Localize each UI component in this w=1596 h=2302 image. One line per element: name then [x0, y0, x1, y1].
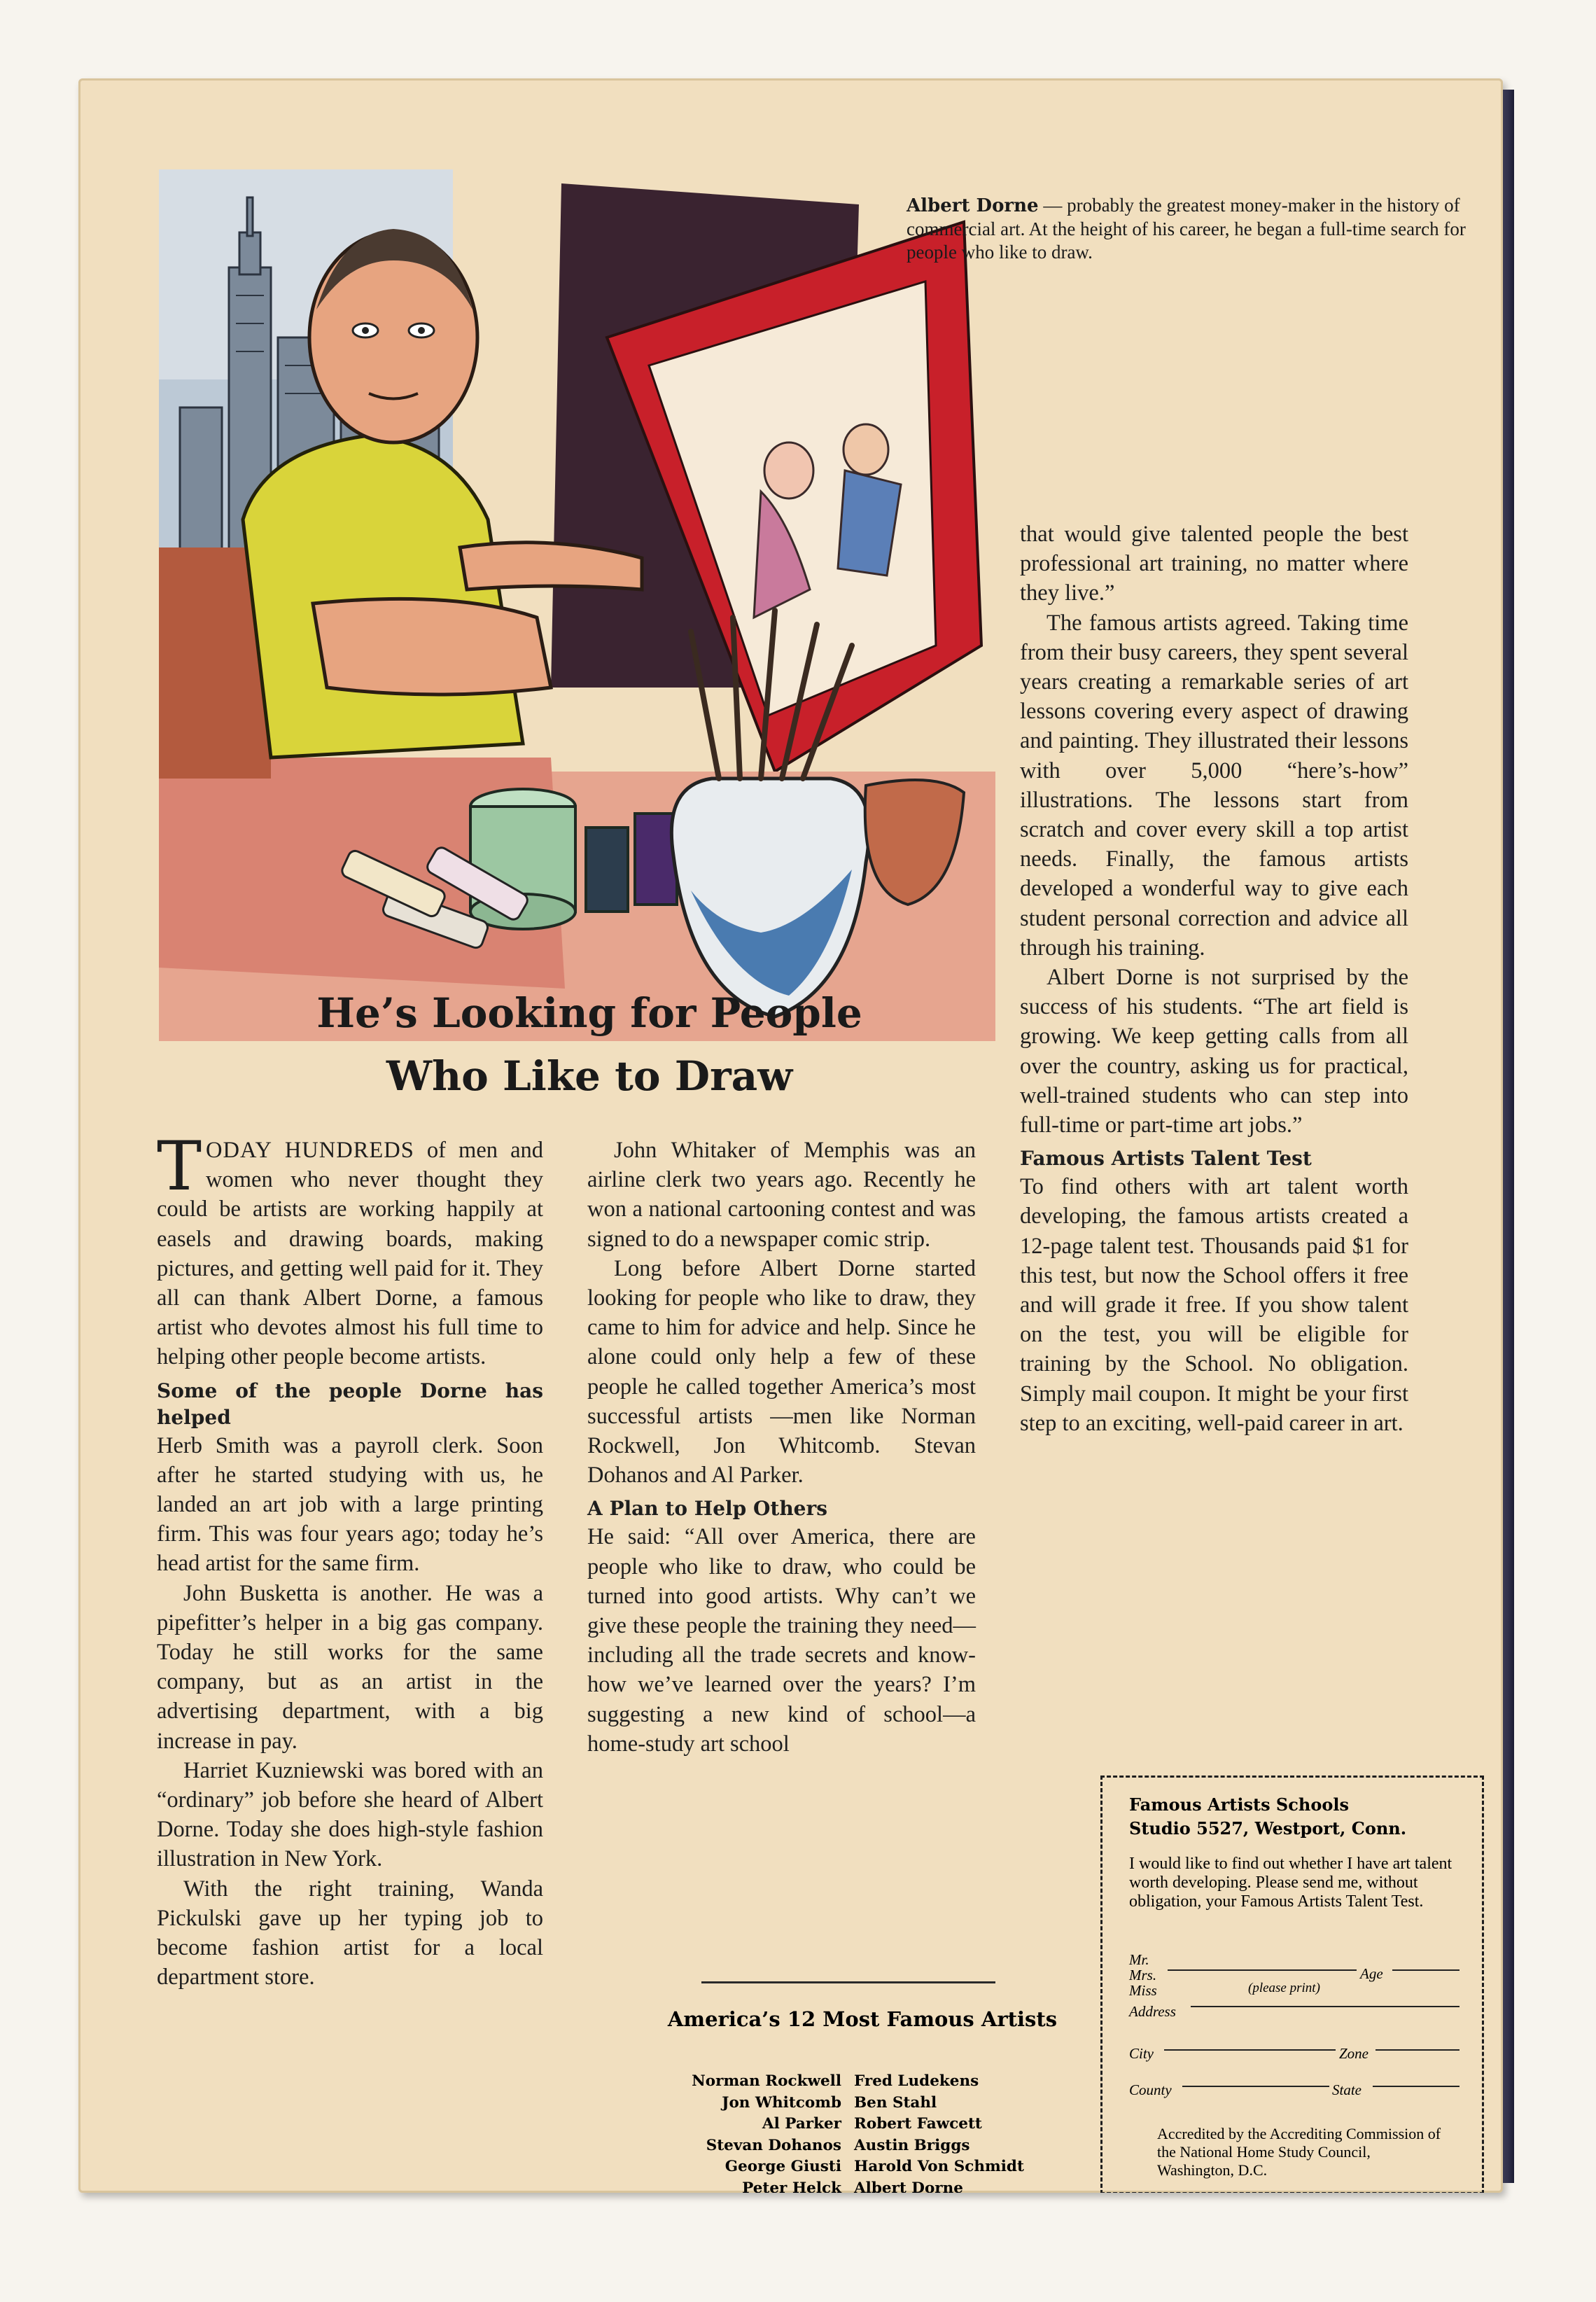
paragraph-long-before: Long before Albert Dorne started looking for people who like to draw, they came to him for advice and help. Since he alone could only help a few of these people he called together America’s most successful artists —men like Norman Rockwell, Jon Whitcomb. Stevan Dohanos and Al Parker.	[587, 1255, 976, 1488]
zone-field[interactable]	[1376, 2049, 1460, 2051]
paragraph-would-give: that would give talented people the best professional art training, no matter where they live.”	[1020, 522, 1408, 606]
label-miss: Miss	[1129, 1982, 1157, 1999]
intro-text: of men and women who never thought they could be artists are working happily at easels and drawing boards, making pictures, and getting well paid for it. They all can thank Albert Dorne, a famous artist who devotes almost his full time to helping other people become artists.	[157, 1138, 544, 1370]
label-please-print: (please print)	[1248, 1981, 1320, 1995]
paragraph-find-others: To find others with art talent worth developing, the famous artists created a 12-page talent test. Thousands paid $1 for this test, but now the School offers it free and will grade it free. If you show talent on the test, you will be eligible for training by the School. No obligation. Simply mail coupon. It might be your first step to an exciting, well-paid career in art.	[1020, 1174, 1408, 1436]
divider-rule	[701, 1981, 995, 1983]
age-field[interactable]	[1392, 1969, 1460, 1971]
artist-row	[659, 2071, 1065, 2093]
headline-line2: Who Like to Draw	[386, 1052, 793, 1100]
intro-smallcaps: ODAY HUNDREDS	[206, 1138, 414, 1163]
label-county: County	[1129, 2081, 1172, 2098]
label-mr: Mr.	[1129, 1951, 1149, 1968]
label-state: State	[1332, 2081, 1362, 2098]
artist-name: Robert Fawcett	[854, 2115, 982, 2133]
artist-name: Al Parker	[762, 2115, 841, 2133]
paragraph-harriet: Harriet Kuzniewski was bored with an “ordinary” job before she heard of Albert Dorne. Today she does high-style fashion illustration in New York.	[157, 1757, 543, 1872]
drop-cap: T	[157, 1127, 202, 1206]
section-heading-talent-test: Famous Artists Talent Test	[1020, 1147, 1312, 1171]
mail-coupon[interactable]	[1100, 1776, 1484, 2193]
section-heading-plan: A Plan to Help Others	[587, 1497, 828, 1521]
paragraph-artists-agreed: The famous artists agreed. Taking time from their busy careers, they spent several years creating a remarkable series of art lessons covering every aspect of drawing and painting. They illustrated their lessons with over 5,000 “here’s-how” illustrations. The lessons start from scratch and cover every skill a top artist needs. Finally, the famous artists developed a wonderful way to give each student personal correction and advice all through his training.	[1020, 610, 1408, 961]
section-heading-helped: Some of the people Dorne has helped	[157, 1379, 543, 1429]
artist-row	[659, 2156, 1065, 2178]
state-field[interactable]	[1373, 2086, 1460, 2087]
artist-name: Austin Briggs	[854, 2136, 970, 2154]
headline-line1: He’s Looking for People	[316, 989, 862, 1037]
paragraph-herb-smith: Herb Smith was a payroll clerk. Soon after he started studying with us, he landed an art job with a large printing firm. This was four years ago; today he’s head artist for the same firm.	[157, 1432, 543, 1577]
coupon-studio: Studio 5527, Westport, Conn.	[1129, 1818, 1407, 1839]
label-mrs: Mrs.	[1129, 1967, 1157, 1983]
column-1	[157, 1127, 544, 1992]
illustration-caption	[906, 194, 1466, 264]
city-field[interactable]	[1164, 2049, 1336, 2051]
paragraph-whitaker: John Whitaker of Memphis was an airline clerk two years ago. Recently he won a national cartooning contest and was signed to do a newspaper comic strip.	[587, 1138, 976, 1252]
accreditation-note: Accredited by the Accrediting Commission of the National Home Study Council, Washington, D.C.	[1157, 2125, 1441, 2179]
caption-name: Albert Dorne	[906, 195, 1039, 216]
headline	[159, 982, 1020, 1108]
albert-dorne-illustration	[159, 155, 995, 1041]
artist-name: Albert Dorne	[854, 2179, 963, 2193]
column-3	[1020, 519, 1408, 1438]
paragraph-he-said: He said: “All over America, there are people who like to draw, who could be turned into good artists. Why can’t we give these people the training they need—including all the trade secrets and know-how we’ve learned over the years? I’m suggesting a new kind of school—a home-study art school	[587, 1524, 976, 1757]
artist-name: Harold Von Schmidt	[854, 2158, 1024, 2175]
paragraph-john-busketta: John Busketta is another. He was a pipefitter’s helper in a big gas company. Today he still works for the same company, but as an artist in the advertising department, with a big increase in pay.	[157, 1580, 543, 1754]
coupon-school: Famous Artists Schools	[1129, 1794, 1349, 1815]
paragraph-not-surprised: Albert Dorne is not surprised by the success of his students. “The art field is growing. We keep getting calls from all over the country, asking us for practical, well-trained students who can step into full-time or part-time art jobs.”	[1020, 965, 1408, 1138]
label-zone: Zone	[1339, 2045, 1368, 2062]
artist-name: Fred Ludekens	[854, 2072, 979, 2090]
coupon-address	[1129, 1793, 1406, 1841]
back-cover-page	[78, 78, 1503, 2193]
artist-row	[659, 2093, 1065, 2114]
paragraph-wanda: With the right training, Wanda Pickulski gave up her typing job to become fashion artist for a local department store.	[157, 1876, 543, 1990]
coupon-request-text: I would like to find out whether I have art talent worth developing. Please send me, without obligation, your Famous Artists Talent Test.	[1129, 1855, 1452, 1911]
artist-row	[659, 2178, 1065, 2193]
label-address: Address	[1129, 2003, 1176, 2020]
column-2	[587, 1136, 976, 1759]
artist-name: Ben Stahl	[854, 2093, 937, 2112]
artist-name: Peter Helck	[742, 2179, 841, 2193]
name-field[interactable]	[1168, 1969, 1357, 1971]
artist-name: George Giusti	[724, 2158, 841, 2175]
artist-row	[659, 2135, 1065, 2157]
label-age: Age	[1360, 1965, 1383, 1982]
county-field[interactable]	[1182, 2086, 1329, 2087]
famous-artists-list	[659, 2071, 1065, 2193]
artist-row	[659, 2114, 1065, 2135]
address-field[interactable]	[1191, 2006, 1460, 2007]
intro-paragraph	[157, 1127, 544, 1372]
caption-text: — probably the greatest money-maker in the history of commercial art. At the height of his career, he began a full-time search for people who like to draw.	[906, 195, 1466, 263]
artist-name: Jon Whitcomb	[722, 2093, 841, 2112]
artist-name: Norman Rockwell	[692, 2072, 841, 2090]
label-city: City	[1129, 2045, 1154, 2062]
famous-artists-title: America’s 12 Most Famous Artists	[667, 2007, 1058, 2031]
artist-name: Stevan Dohanos	[706, 2136, 841, 2154]
